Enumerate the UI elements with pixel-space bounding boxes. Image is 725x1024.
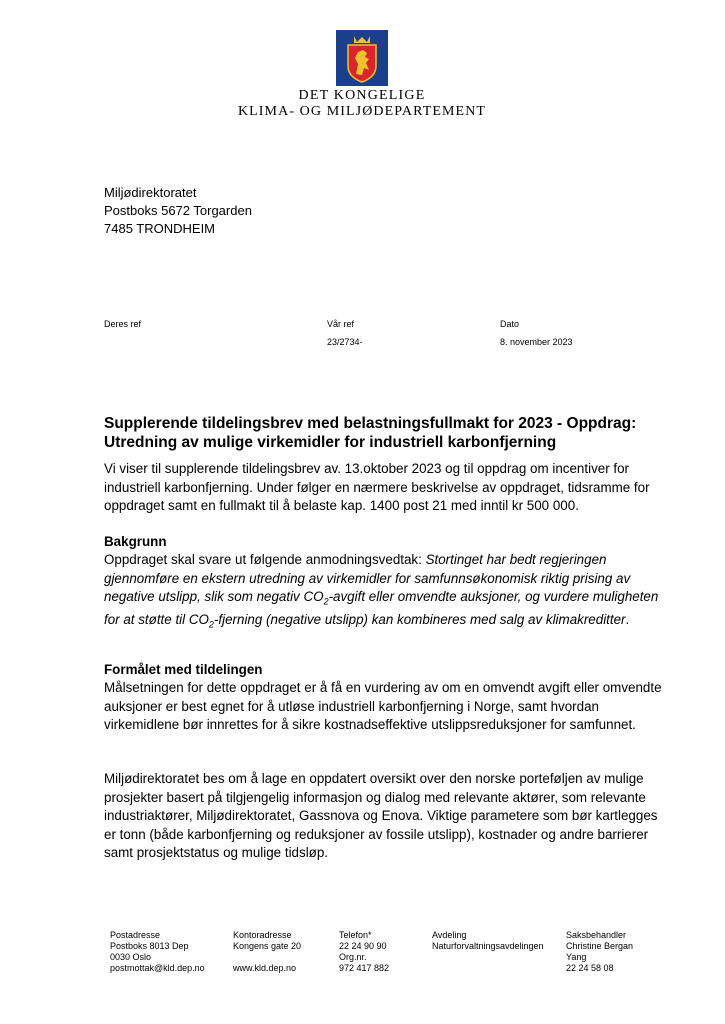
var-ref-value: 23/2734- bbox=[327, 337, 363, 347]
bakgrunn-paragraph bbox=[104, 551, 664, 635]
footer-dept-label: Avdeling bbox=[432, 930, 467, 940]
footer-handler-column bbox=[566, 930, 633, 974]
footer-orgnr-label: Org.nr. bbox=[339, 952, 367, 962]
bakgrunn-quote-1: Stortinget har bedt regjeringen gjennomføre en ekstern utredning av virkemidler for samfunnsøkonomisk riktig prising av negative utslipp, slik som negativ CO bbox=[104, 552, 631, 605]
formal-paragraph: Målsetningen for dette oppdraget er å få en vurdering av om en omvendt avgift eller omvendte auksjoner er best egnet for å utløse industriell karbonfjerning i Norge, samt hvordan virkemidlene bør innrettes for å sikre kostnadseffektive utslippsreduksjoner for samfunnet. bbox=[104, 680, 662, 733]
footer-office-street: Kongens gate 20 bbox=[233, 941, 302, 951]
recipient-address bbox=[104, 184, 252, 238]
ministry-logo bbox=[236, 30, 488, 122]
co2-subscript-1: 2 bbox=[323, 596, 329, 607]
formal-heading: Formålet med tildelingen bbox=[104, 662, 263, 677]
footer-dept-name: Naturforvaltningsavdelingen bbox=[432, 941, 544, 951]
footer-phone-label: Telefon* bbox=[339, 930, 372, 940]
footer-phone-column bbox=[339, 930, 389, 974]
footer-email[interactable]: postmottak@kld.dep.no bbox=[110, 963, 205, 973]
recipient-name: Miljødirektoratet bbox=[104, 185, 197, 200]
dept-name-line-1: DET KONGELIGE bbox=[298, 88, 426, 103]
footer-postal-box: Postboks 8013 Dep bbox=[110, 941, 189, 951]
letter-title: Supplerende tildelingsbrev med belastningsfullmakt for 2023 - Oppdrag: Utredning av mulige virkemidler for industriell karbonfjerning bbox=[104, 415, 637, 451]
recipient-postbox: Postboks 5672 Torgarden bbox=[104, 203, 252, 218]
footer-postal-column bbox=[110, 930, 205, 974]
portfolio-paragraph: Miljødirektoratet bes om å lage en oppdatert oversikt over den norske porteføljen av mulige prosjekter basert på tilgjengelig informasjon og dialog med relevante aktører, som relevante industriaktører, Miljødirektoratet, Gassnova og Enova. Viktige parametere som bør kartlegges er tonn (både karbonfjerning og reduksjoner av fossile utslipp), kostnader og andre barrierer samt prosjektstatus og mulige tidsløp. bbox=[104, 771, 658, 861]
bakgrunn-heading: Bakgrunn bbox=[104, 534, 167, 549]
bakgrunn-end: . bbox=[625, 612, 630, 628]
intro-paragraph: Vi viser til supplerende tildelingsbrev av. 13.oktober 2023 og til oppdrag om incentiver for industriell karbonfjerning. Under følger en nærmere beskrivelse av oppdraget, tidsramme for oppdraget samt en fullmakt til å belaste kap. 1400 post 21 med inntil kr 500 000. bbox=[104, 461, 650, 514]
footer-postal-city: 0030 Oslo bbox=[110, 952, 152, 962]
bakgrunn-quote-2: -avgift eller omvendte auksjoner, og vurdere muligheten for at støtte til CO bbox=[104, 589, 659, 628]
dato-value: 8. november 2023 bbox=[500, 337, 573, 347]
footer-dept-column bbox=[432, 930, 544, 952]
footer-office-column bbox=[233, 930, 301, 974]
footer-website[interactable]: www.kld.dep.no bbox=[233, 963, 297, 973]
bakgrunn-quote-3: -fjerning (negative utslipp) kan kombineres med salg av klimakreditter bbox=[213, 612, 626, 628]
footer-postal-label: Postadresse bbox=[110, 930, 161, 940]
footer-office-label: Kontoradresse bbox=[233, 930, 292, 940]
footer-office-blank bbox=[233, 952, 301, 963]
dato-label: Dato bbox=[500, 319, 520, 329]
footer-handler-name-2: Yang bbox=[566, 952, 587, 962]
deres-ref-label: Deres ref bbox=[104, 319, 142, 329]
co2-subscript-2: 2 bbox=[208, 620, 214, 631]
var-ref-label: Vår ref bbox=[327, 319, 355, 329]
footer-handler-label: Saksbehandler bbox=[566, 930, 627, 940]
recipient-city: 7485 TRONDHEIM bbox=[104, 221, 216, 236]
royal-crest-icon bbox=[336, 30, 388, 86]
footer-phone-number: 22 24 90 90 bbox=[339, 941, 387, 951]
footer-handler-name-1: Christine Bergan bbox=[566, 941, 634, 951]
footer-handler-phone: 22 24 58 08 bbox=[566, 963, 614, 973]
dept-name-line-2: KLIMA- OG MILJØDEPARTEMENT bbox=[237, 104, 487, 119]
footer-orgnr-value: 972 417 882 bbox=[339, 963, 390, 973]
bakgrunn-plain: Oppdraget skal svare ut følgende anmodningsvedtak: bbox=[104, 552, 426, 567]
